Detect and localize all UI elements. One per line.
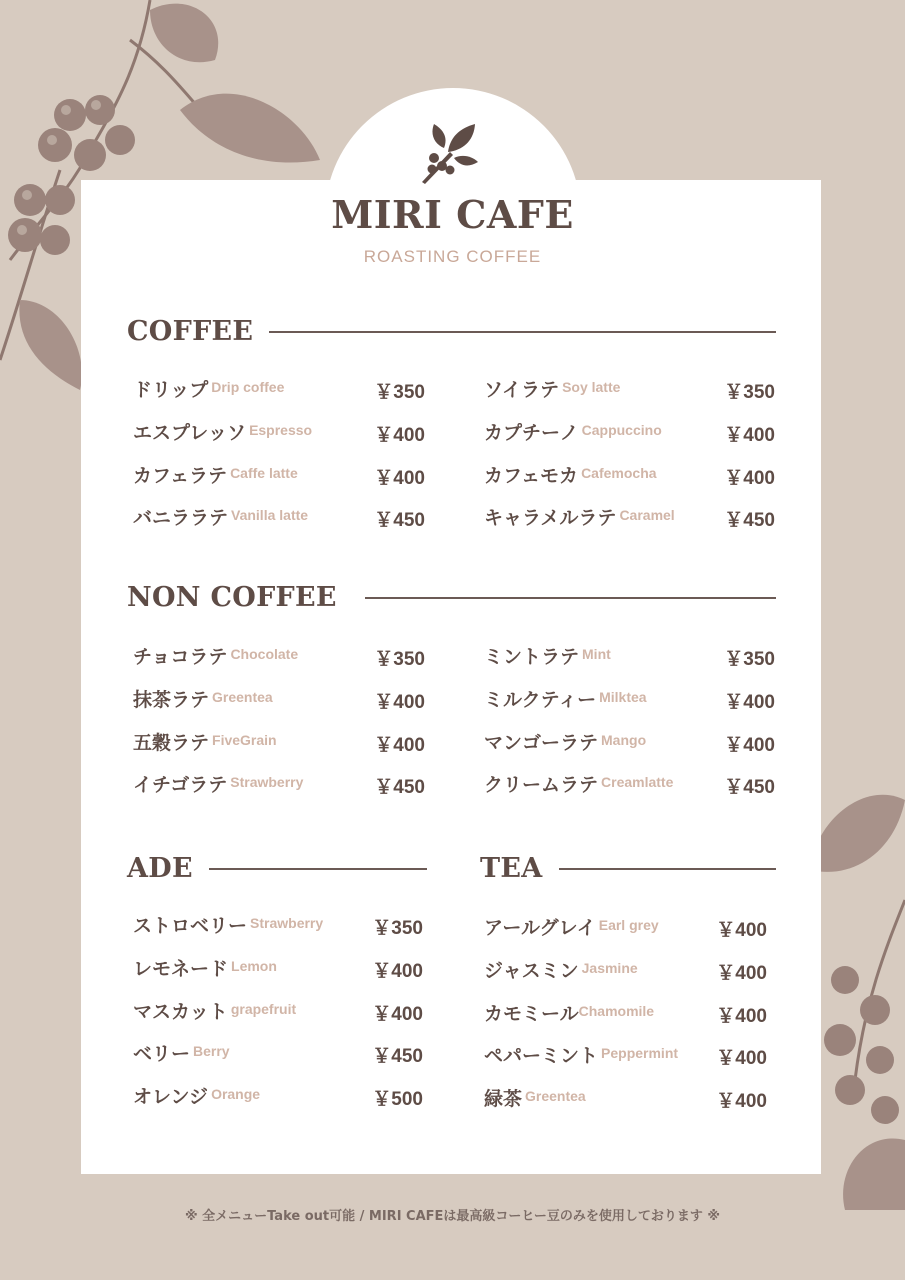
- item-name-en: Cafemocha: [581, 464, 657, 481]
- section-header-ade: [127, 853, 427, 884]
- menu-item: [484, 1041, 767, 1084]
- item-price: ￥350: [374, 382, 425, 403]
- item-price: ￥400: [716, 962, 767, 984]
- item-price: ￥450: [374, 777, 425, 799]
- item-name-en: Greentea: [212, 688, 273, 705]
- item-name-en: Strawberry: [230, 774, 304, 791]
- item-price: ￥400: [724, 691, 775, 713]
- item-name-en: Mint: [582, 646, 611, 662]
- section-header-non-coffee: [127, 582, 776, 613]
- section-title: COFFEE: [127, 316, 254, 347]
- menu-item: [484, 728, 775, 771]
- item-name-en: Cappuccino: [581, 421, 662, 438]
- item-price: ￥400: [716, 920, 767, 941]
- item-name-en: Jasmine: [581, 959, 638, 976]
- section-divider: [559, 868, 776, 870]
- item-price: ￥350: [372, 918, 423, 939]
- item-name-en: Milktea: [599, 688, 647, 705]
- menu-item: [484, 642, 775, 685]
- item-name-en: Earl grey: [598, 917, 659, 933]
- ade-column: [133, 911, 423, 1125]
- item-name-jp: レモネード: [133, 957, 229, 980]
- item-name-jp: チョコラテ: [133, 646, 228, 668]
- item-name-jp: ジャスミン: [484, 959, 579, 982]
- item-name-en: grapefruit: [230, 1000, 297, 1017]
- item-name-jp: ストロベリー: [133, 915, 248, 937]
- item-name-en: Chocolate: [230, 646, 299, 662]
- tea-column: [484, 913, 767, 1127]
- item-name-jp: マスカット: [133, 1000, 228, 1023]
- cafe-title: MIRI CAFE: [331, 192, 574, 237]
- item-name-en: FiveGrain: [212, 731, 277, 748]
- item-price: ￥400: [716, 1091, 767, 1112]
- item-name-jp: オレンジ: [133, 1086, 209, 1108]
- item-price: ￥500: [372, 1089, 423, 1110]
- section-divider: [209, 868, 427, 870]
- item-name-jp: カフェラテ: [133, 464, 228, 487]
- section-divider: [365, 597, 776, 599]
- item-name-jp: 緑茶: [484, 1088, 523, 1110]
- menu-item: [484, 461, 775, 504]
- section-header-tea: [480, 853, 776, 884]
- item-name-en: Caramel: [619, 507, 675, 524]
- item-price: ￥350: [724, 382, 775, 403]
- item-name-en: Caffe latte: [230, 464, 298, 481]
- item-name-en: Drip coffee: [211, 379, 285, 395]
- item-price: ￥450: [724, 510, 775, 532]
- menu-item: [484, 913, 767, 956]
- menu-item: [484, 999, 767, 1042]
- menu-item: [133, 728, 425, 771]
- cafe-subtitle: ROASTING COFFEE: [363, 247, 542, 266]
- item-price: ￥400: [716, 1005, 767, 1027]
- coffee-left-column: [133, 375, 425, 546]
- section-header-coffee: [127, 316, 776, 347]
- item-name-en: Greentea: [525, 1088, 586, 1104]
- item-name-en: Soy latte: [562, 379, 621, 395]
- item-name-jp: 抹茶ラテ: [133, 688, 210, 711]
- item-price: ￥400: [372, 960, 423, 982]
- coffee-branch-icon: [420, 122, 480, 184]
- footer-note: ※ 全メニューTake out可能 / MIRI CAFEは最高級コーヒー豆のみを使用しております ※: [184, 1209, 721, 1224]
- menu-item: [484, 418, 775, 461]
- item-name-jp: キャラメルラテ: [484, 507, 617, 530]
- menu-item: [484, 503, 775, 546]
- menu-item: [484, 685, 775, 728]
- item-name-en: Chamomile: [578, 1002, 655, 1019]
- menu-item: [133, 954, 423, 997]
- menu-item: [133, 997, 423, 1040]
- item-name-jp: イチゴラテ: [133, 774, 228, 797]
- item-price: ￥400: [374, 424, 425, 446]
- item-price: ￥400: [716, 1048, 767, 1070]
- menu-item: [133, 642, 425, 685]
- item-name-en: Vanilla latte: [231, 507, 309, 524]
- menu-item: [133, 503, 425, 546]
- item-name-jp: カフェモカ: [484, 464, 579, 487]
- menu-item: [484, 375, 775, 418]
- item-name-jp: ミントラテ: [484, 646, 580, 668]
- item-name-jp: 五穀ラテ: [133, 731, 210, 754]
- item-name-jp: バニララテ: [133, 507, 229, 530]
- item-price: ￥400: [374, 467, 425, 489]
- item-price: ￥350: [724, 649, 775, 670]
- menu-item: [133, 770, 425, 813]
- section-title: ADE: [127, 853, 193, 884]
- item-name-en: Creamlatte: [601, 774, 674, 791]
- menu-item: [133, 461, 425, 504]
- item-price: ￥450: [372, 1046, 423, 1068]
- menu-item: [484, 956, 767, 999]
- item-name-en: Mango: [601, 731, 647, 748]
- section-title: TEA: [480, 853, 543, 884]
- menu-item: [133, 685, 425, 728]
- item-name-jp: アールグレイ: [484, 917, 596, 939]
- menu-item: [133, 1082, 423, 1125]
- non-coffee-left-column: [133, 642, 425, 813]
- item-name-jp: ソイラテ: [484, 379, 560, 401]
- non-coffee-right-column: [484, 642, 775, 813]
- item-price: ￥450: [374, 510, 425, 532]
- item-name-jp: ドリップ: [133, 379, 209, 401]
- section-divider: [269, 331, 776, 333]
- menu-item: [133, 418, 425, 461]
- item-name-en: Strawberry: [250, 915, 324, 931]
- item-name-en: Peppermint: [601, 1045, 679, 1062]
- item-name-en: Espresso: [249, 421, 313, 438]
- item-name-jp: カプチーノ: [484, 421, 579, 444]
- item-price: ￥400: [372, 1003, 423, 1025]
- item-price: ￥400: [724, 467, 775, 489]
- coffee-right-column: [484, 375, 775, 546]
- menu-item: [484, 1084, 767, 1127]
- item-name-jp: ペパーミント: [484, 1045, 599, 1068]
- item-name-jp: カモミール: [484, 1002, 579, 1025]
- item-name-en: Berry: [193, 1043, 230, 1060]
- menu-item: [133, 911, 423, 954]
- item-name-jp: マンゴーラテ: [484, 731, 599, 754]
- item-price: ￥450: [724, 777, 775, 799]
- item-name-en: Orange: [211, 1086, 261, 1102]
- section-title: NON COFFEE: [127, 582, 337, 613]
- item-price: ￥400: [724, 424, 775, 446]
- item-price: ￥400: [374, 691, 425, 713]
- item-price: ￥400: [374, 734, 425, 756]
- item-price: ￥400: [724, 734, 775, 756]
- item-name-jp: ミルクティー: [484, 688, 597, 711]
- item-name-jp: クリームラテ: [484, 774, 599, 797]
- menu-item: [133, 375, 425, 418]
- item-name-jp: ベリー: [133, 1043, 191, 1066]
- menu-item: [484, 770, 775, 813]
- item-name-en: Lemon: [231, 957, 277, 974]
- item-name-jp: エスプレッソ: [133, 421, 247, 444]
- menu-item: [133, 1039, 423, 1082]
- item-price: ￥350: [374, 649, 425, 670]
